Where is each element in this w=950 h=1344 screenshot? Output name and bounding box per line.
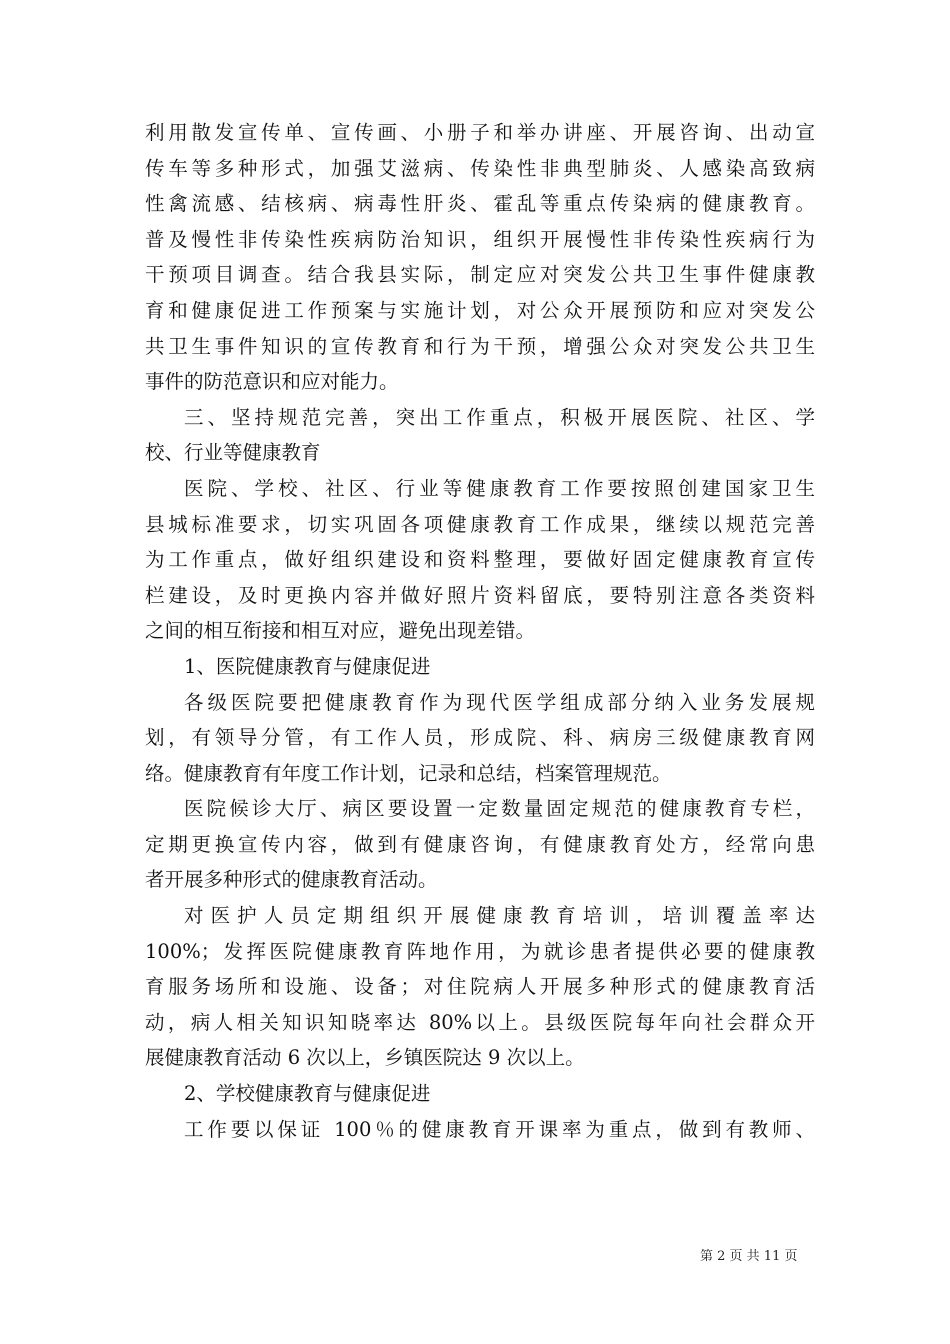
text-line: 展健康教育活动 6 次以上，乡镇医院达 9 次以上。 <box>145 1046 585 1070</box>
text-line: 划，有领导分管，有工作人员，形成院、科、病房三级健康教育网 <box>145 726 815 750</box>
text-line: 育服务场所和设施、设备；对住院病人开展多种形式的健康教育活 <box>145 975 815 999</box>
text-line: 100%；发挥医院健康教育阵地作用，为就诊患者提供必要的健康教 <box>145 939 815 963</box>
text-line: 栏建设，及时更换内容并做好照片资料留底，要特别注意各类资料 <box>145 583 815 607</box>
text-line: 传车等多种形式，加强艾滋病、传染性非典型肺炎、人感染高致病 <box>145 156 815 180</box>
text-line: 之间的相互衔接和相互对应，避免出现差错。 <box>145 619 536 643</box>
text-line: 者开展多种形式的健康教育活动。 <box>145 868 438 892</box>
text-line: 县城标准要求，切实巩固各项健康教育工作成果，继续以规范完善 <box>145 512 815 536</box>
document-body <box>145 115 815 1147</box>
text-line: 络。健康教育有年度工作计划，记录和总结，档案管理规范。 <box>145 761 672 785</box>
text-line: 利用散发宣传单、宣传画、小册子和举办讲座、开展咨询、出动宣 <box>145 121 815 144</box>
text-line: 医院候诊大厅、病区要设置一定数量固定规范的健康教育专栏， <box>184 797 815 821</box>
text-line: 干预项目调查。结合我县实际，制定应对突发公共卫生事件健康教 <box>145 263 815 287</box>
text-line: 各级医院要把健康教育作为现代医学组成部分纳入业务发展规 <box>184 690 815 714</box>
text-line: 动，病人相关知识知晓率达 80%以上。县级医院每年向社会群众开 <box>145 1010 815 1034</box>
page-number-footer: 第 2 页 共 11 页 <box>700 1249 798 1264</box>
text-line: 三、坚持规范完善，突出工作重点，积极开展医院、社区、学 <box>184 405 815 429</box>
text-line: 普及慢性非传染性疾病防治知识，组织开展慢性非传染性疾病行为 <box>145 227 815 251</box>
text-line: 性禽流感、结核病、病毒性肝炎、霍乱等重点传染病的健康教育。 <box>145 192 815 216</box>
text-line: 医院、学校、社区、行业等健康教育工作要按照创建国家卫生 <box>184 476 815 500</box>
text-line: 1、医院健康教育与健康促进 <box>184 654 431 678</box>
text-line: 2、学校健康教育与健康促进 <box>184 1082 431 1106</box>
text-line: 事件的防范意识和应对能力。 <box>145 370 399 394</box>
text-line: 对医护人员定期组织开展健康教育培训，培训覆盖率达 <box>184 904 815 928</box>
text-line: 为工作重点，做好组织建设和资料整理，要做好固定健康教育宣传 <box>145 548 815 572</box>
text-line: 育和健康促进工作预案与实施计划，对公众开展预防和应对突发公 <box>145 298 815 322</box>
text-line: 共卫生事件知识的宣传教育和行为干预，增强公众对突发公共卫生 <box>145 334 815 358</box>
text-line: 校、行业等健康教育 <box>145 441 321 465</box>
text-line: 定期更换宣传内容，做到有健康咨询，有健康教育处方，经常向患 <box>145 832 815 856</box>
text-line: 工作要以保证 100％的健康教育开课率为重点，做到有教师、 <box>184 1117 815 1141</box>
